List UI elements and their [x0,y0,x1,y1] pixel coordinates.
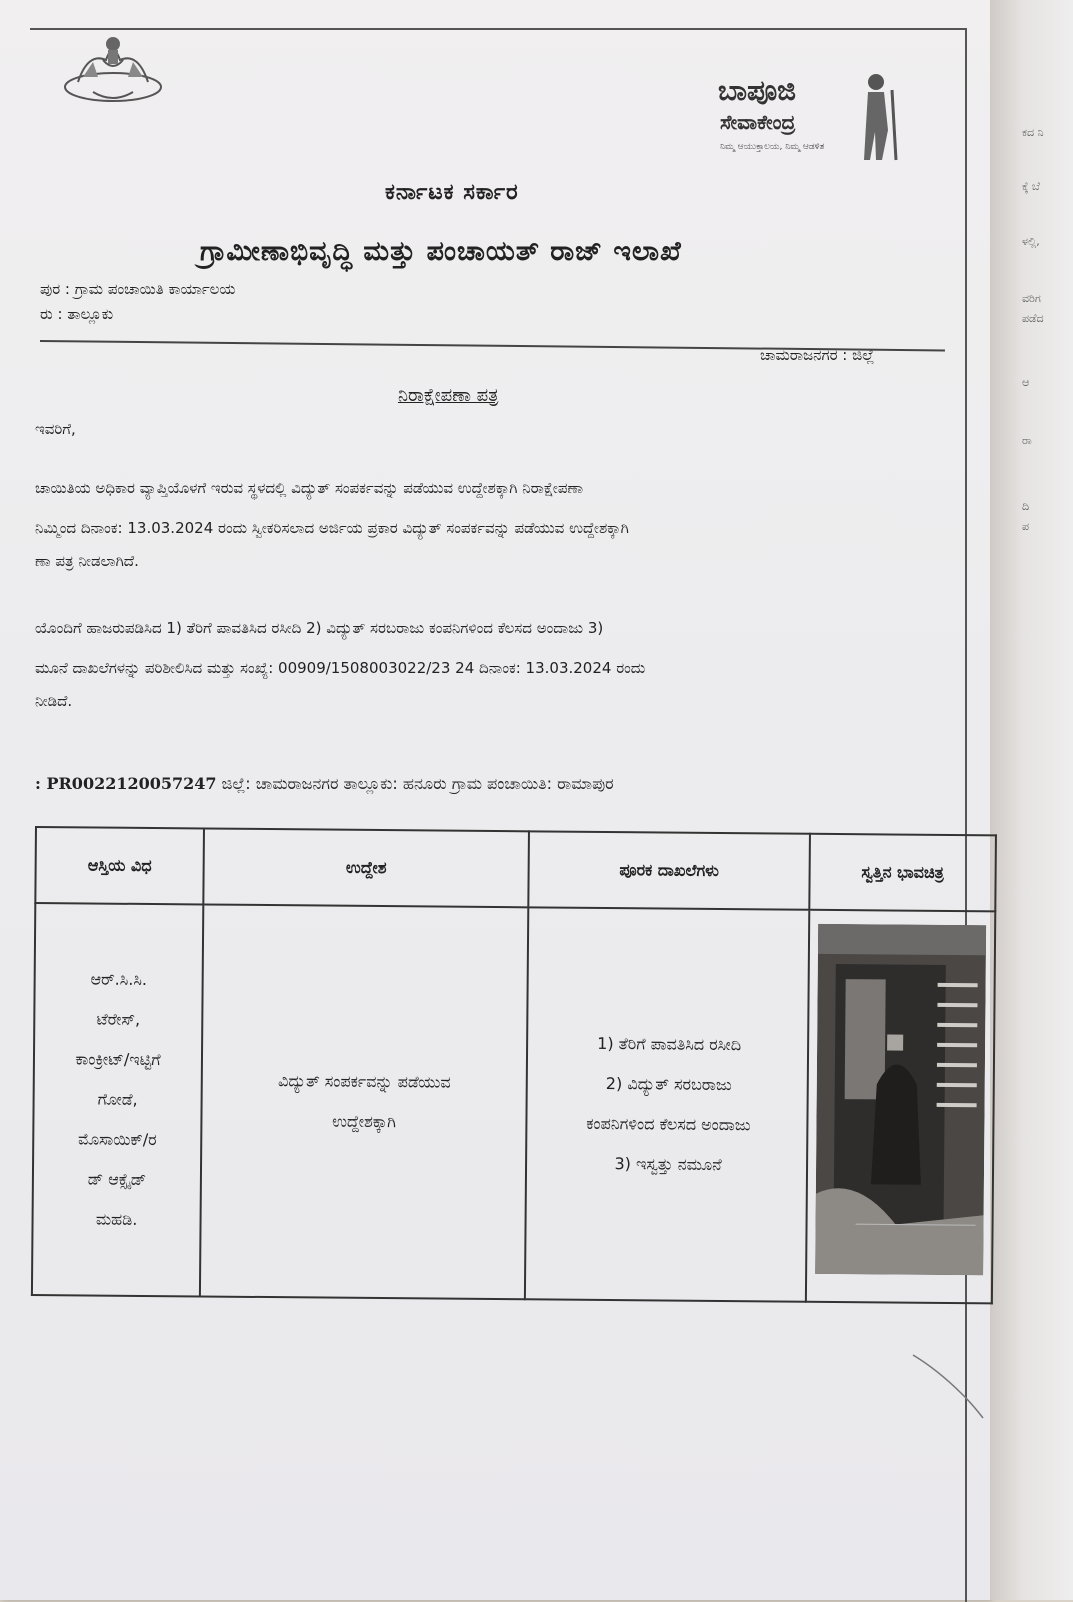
property-id: : PR0022120057247 [35,774,217,793]
paragraph-1-line: ಣಾ ಪತ್ರ ನೀಡಲಾಗಿದೆ. [35,548,139,575]
purpose-cell [200,904,528,1299]
government-title: ಕರ್ನಾಟಕ ಸರ್ಕಾರ [385,180,519,205]
property-location: ಜಿಲ್ಲೆ: ಚಾಮರಾಜನಗರ ತಾಲ್ಲೂಕು: ಹನೂರು ಗ್ರಾಮ ಪಂಚಾಯಿತಿ: ರಾಮಾಪುರ [217,774,614,793]
adjacent-page-text: ಕದ ನಿ [1022,126,1062,140]
cell-line: ಡ್ ಆಕ್ಸೈಡ್ [35,1159,199,1200]
cell-line: ಮೊಸಾಯಿಕ್/ರ [35,1119,199,1160]
cell-line: ಟೆರೇಸ್, [36,999,200,1040]
documents-cell [525,907,809,1301]
greeting: ಇವರಿಗೆ, [35,420,76,438]
cell-line: 2) ವಿದ್ಯುತ್ ಸರಬರಾಜು [532,1063,806,1105]
property-type-cell [32,903,204,1296]
adjacent-page-text: ಪ [1022,520,1062,534]
property-info [35,774,614,794]
adjacent-page-text: ಳಲ್ಲಿ, [1022,235,1062,249]
cell-line: ಉದ್ದೇಶಕ್ಕಾಗಿ [203,1100,524,1143]
column-header: ಆಸ್ತಿಯ ವಿಧ [35,827,204,904]
table-row [32,903,995,1303]
bapuji-seva-kendra-logo [718,70,903,162]
adjacent-page-text: ಆ [1022,376,1062,390]
gandhi-silhouette-icon [848,70,903,162]
cell-line: 1) ತೆರಿಗೆ ಪಾವತಿಸಿದ ರಸೀದಿ [532,1023,806,1065]
property-photo [815,923,986,1274]
department-title: ಗ್ರಾಮೀಣಾಭಿವೃದ್ಧಿ ಮತ್ತು ಪಂಚಾಯತ್ ರಾಜ್ ಇಲಾಖೆ [200,236,682,268]
table-header-row [35,827,996,911]
karnataka-emblem-icon [58,32,168,112]
adjacent-page-text: ವರಿಗ [1022,292,1062,306]
adjacent-page-text: ಕ್ಕೆ ಬೆ [1022,180,1062,194]
paragraph-2-line: ನೀಡಿದೆ. [35,688,72,715]
column-header: ಪೂರಕ ದಾಖಲೆಗಳು [528,831,810,909]
logo-title: ಬಾಪೂಜಿ [718,74,796,108]
adjacent-page-text: ಪಡೆದ [1022,312,1062,326]
district-line: ಚಾಮರಾಜನಗರ : ಜಿಲ್ಲೆ [760,346,874,364]
taluk-line: ರು : ತಾಲ್ಲೂಕು [40,305,113,323]
paragraph-1-line: ನಿಮ್ಮಿಂದ ದಿನಾಂಕ: 13.03.2024 ರಂದು ಸ್ವೀಕರಿಸಲಾದ ಅರ್ಜಿಯ ಪ್ರಕಾರ ವಿದ್ಯುತ್ ಸಂಪರ್ಕವನ್ನು ಪಡೆಯುವ ಉದ್ದೇಶಕ್ಕಾಗಿ [35,515,629,542]
document-title: ನಿರಾಕ್ಷೇಪಣಾ ಪತ್ರ [398,385,499,406]
property-photo-cell [806,910,995,1304]
cell-line: ಆರ್.ಸಿ.ಸಿ. [36,959,200,1000]
cell-line: ವಿದ್ಯುತ್ ಸಂಪರ್ಕವನ್ನು ಪಡೆಯುವ [204,1060,525,1103]
office-line: ಪುರ : ಗ್ರಾಮ ಪಂಚಾಯಿತಿ ಕಾರ್ಯಾಲಯ [40,280,235,298]
pen-mark [908,1350,988,1420]
adjacent-page-text: ರಾ [1022,434,1062,448]
cell-line: 3) ಇಸ್ವತ್ತು ನಮೂನೆ [531,1143,805,1185]
paragraph-2-line: ಯೊಂದಿಗೆ ಹಾಜರುಪಡಿಸಿದ 1) ತೆರಿಗೆ ಪಾವತಿಸಿದ ರಸೀದಿ 2) ವಿದ್ಯುತ್ ಸರಬರಾಜು ಕಂಪನಿಗಳಿಂದ ಕೆಲಸದ ಅಂದಾಜು 3) [35,615,603,642]
cell-line: ಕಂಪನಿಗಳಿಂದ ಕೆಲಸದ ಅಂದಾಜು [531,1103,805,1145]
column-header: ಸ್ವತ್ತಿನ ಭಾವಚಿತ್ರ [809,834,996,912]
cell-line: ಗೋಡೆ, [35,1079,199,1120]
cell-line: ಕಾಂಕ್ರೀಟ್/ಇಟ್ಟಿಗೆ [36,1039,200,1080]
paragraph-2-line: ಮೂನೆ ದಾಖಲೆಗಳನ್ನು ಪರಿಶೀಲಿಸಿದ ಮತ್ತು ಸಂಖ್ಯೆ: 00909/1508003022/23 24 ದಿನಾಂಕ: 13.03.2024 ರಂದು [35,655,645,682]
paragraph-1-line: ಚಾಯಿತಿಯ ಅಧಿಕಾರ ವ್ಯಾಪ್ತಿಯೊಳಗೆ ಇರುವ ಸ್ಥಳದಲ್ಲಿ ವಿದ್ಯುತ್ ಸಂಪರ್ಕವನ್ನು ಪಡೆಯುವ ಉದ್ದೇಶಕ್ಕಾಗಿ ನಿರಾಕ್ಷೇಪಣಾ [35,475,583,502]
logo-subtitle: ಸೇವಾಕೇಂದ್ರ [720,110,795,134]
logo-tagline: ನಿಮ್ಮ ಆಯುಕ್ತಾಲಯ, ನಿಮ್ಮ ಆಡಳಿತ [720,142,824,152]
adjacent-page-text: ದಿ [1022,500,1062,514]
property-table [31,826,997,1304]
cell-line: ಮಹಡಿ. [34,1199,198,1240]
column-header: ಉದ್ದೇಶ [203,828,529,907]
